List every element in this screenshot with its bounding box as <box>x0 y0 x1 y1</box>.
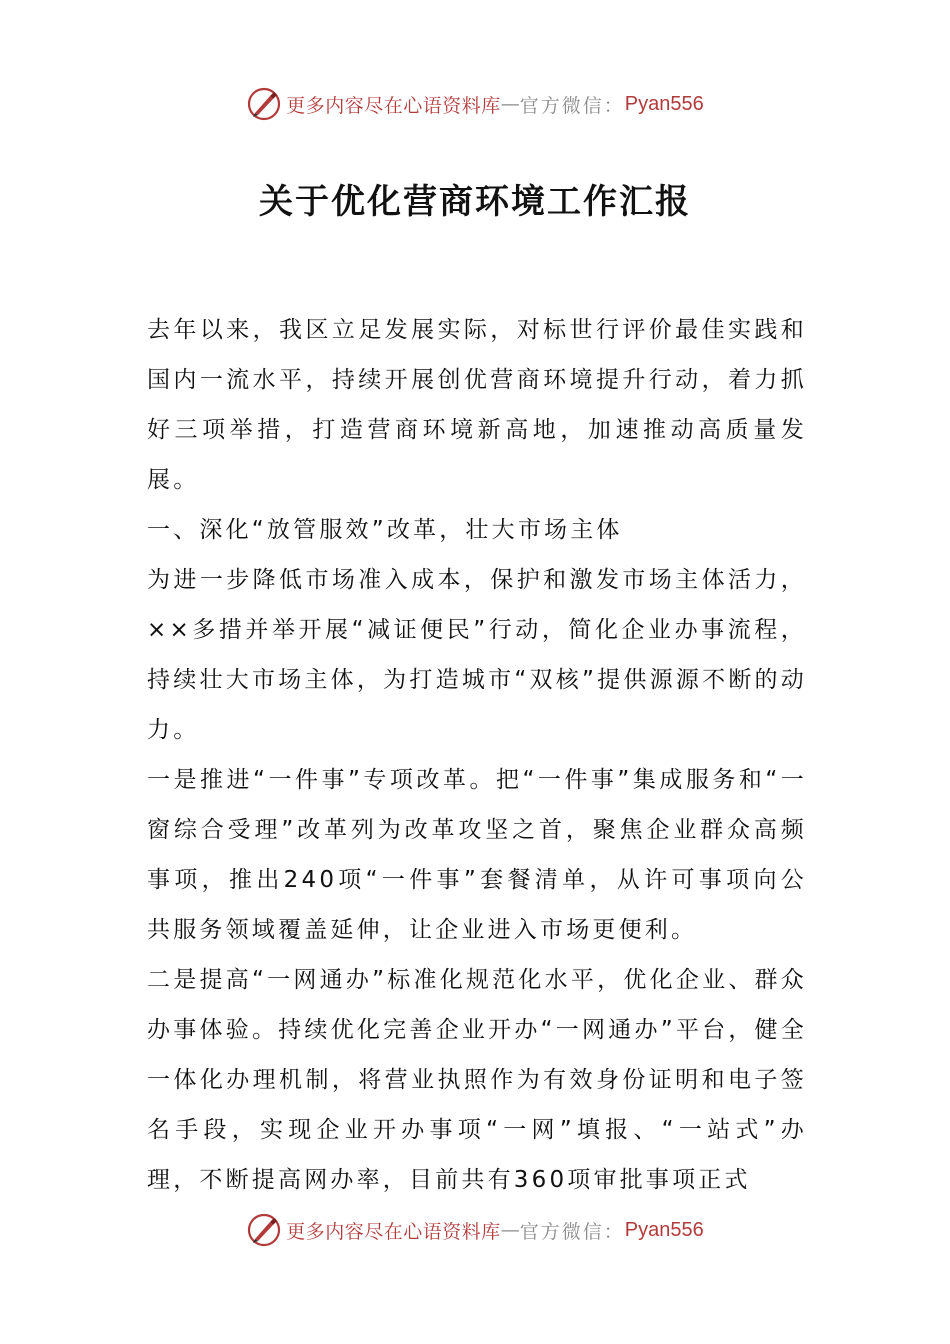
pen-logo-icon <box>246 1212 282 1248</box>
footer-watermark-banner <box>0 1208 950 1252</box>
body-paragraph: 为进一步降低市场准入成本，保护和激发市场主体活力，××多措并举开展“减证便民”行动，简化企业办事流程，持续壮大市场主体，为打造城市“双核”提供源源不断的动力。 <box>147 567 807 743</box>
intro-paragraph: 去年以来，我区立足发展实际，对标世行评价最佳实践和国内一流水平，持续开展创优营商环境提升行动，着力抓好三项举措，打造营商环境新高地，加速推动高质量发展。 <box>147 317 807 493</box>
banner-text: 更多内容尽在心语资料库 <box>286 94 501 117</box>
body-paragraph: 二是提高“一网通办”标准化规范化水平，优化企业、群众办事体验。持续优化完善企业开办“一网通办”平台，健全一体化办理机制，将营业执照作为有效身份证明和电子签名手段，实现企业开办事项“一网”填报、“一站式”办理，不断提高网办率，目前共有360项审批事项正式 <box>147 967 807 1193</box>
header-watermark-banner <box>0 82 950 126</box>
banner-text: 更多内容尽在心语资料库 <box>286 1220 501 1243</box>
section-heading: 一、深化“放管服效”改革，壮大市场主体 <box>147 517 623 543</box>
document-title: 关于优化营商环境工作汇报 <box>259 182 691 222</box>
pen-logo-icon <box>246 86 282 122</box>
banner-separator: — <box>500 93 520 115</box>
banner-wechat-id: Pyan556 <box>624 1218 704 1241</box>
banner-wechat-id: Pyan556 <box>624 92 704 115</box>
banner-separator: — <box>500 1219 520 1241</box>
document-body <box>147 305 807 1205</box>
body-paragraph: 一是推进“一件事”专项改革。把“一件事”集成服务和“一窗综合受理”改革列为改革攻坚之首，聚焦企业群众高频事项，推出240项“一件事”套餐清单，从许可事项向公共服务领域覆盖延伸，让企业进入市场更便利。 <box>147 767 807 943</box>
banner-wechat-label: 官方微信： <box>519 94 625 117</box>
banner-wechat-label: 官方微信： <box>519 1220 625 1243</box>
